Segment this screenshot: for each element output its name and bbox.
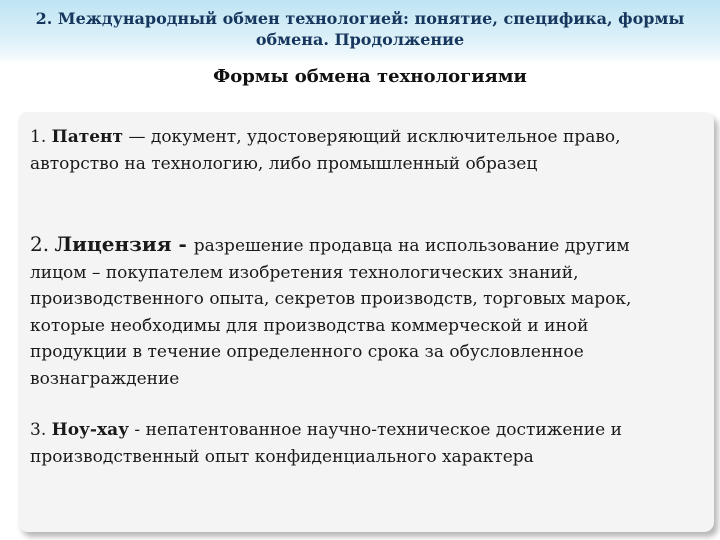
- item-number: 1.: [30, 127, 47, 147]
- slide-title-line1: 2. Международный обмен технологией: понятие, специфика, формы: [35, 9, 685, 28]
- list-item-patent: [30, 124, 670, 177]
- list-item-license: [30, 231, 670, 392]
- item-term: Лицензия: [54, 232, 172, 256]
- item-number: 2.: [30, 232, 50, 256]
- item-separator: -: [129, 420, 146, 440]
- item-separator: —: [123, 127, 151, 147]
- item-term: Ноу-хау: [51, 420, 130, 440]
- item-term: Патент: [51, 127, 124, 147]
- item-definition: разрешение продавца на использование другим лицом – покупателем изобретения технологических знаний, производственного опыта, секретов производств, торговых марок, которые необходимы для производства коммерческой и иной продукции в течение определенного срока за обусловленное вознаграждение: [30, 236, 632, 389]
- item-number: 3.: [30, 420, 47, 440]
- slide-title: [10, 8, 710, 50]
- item-definition: непатентованное научно-техническое достижение и производственный опыт конфиденциального характера: [30, 420, 622, 467]
- slide-title-line2: обмена. Продолжение: [255, 30, 465, 49]
- section-title: Формы обмена технологиями: [213, 66, 527, 87]
- list-item-know-how: [30, 417, 670, 470]
- item-separator: -: [171, 232, 194, 256]
- item-definition: документ, удостоверяющий исключительное право, авторство на технологию, либо промышленный образец: [30, 127, 621, 174]
